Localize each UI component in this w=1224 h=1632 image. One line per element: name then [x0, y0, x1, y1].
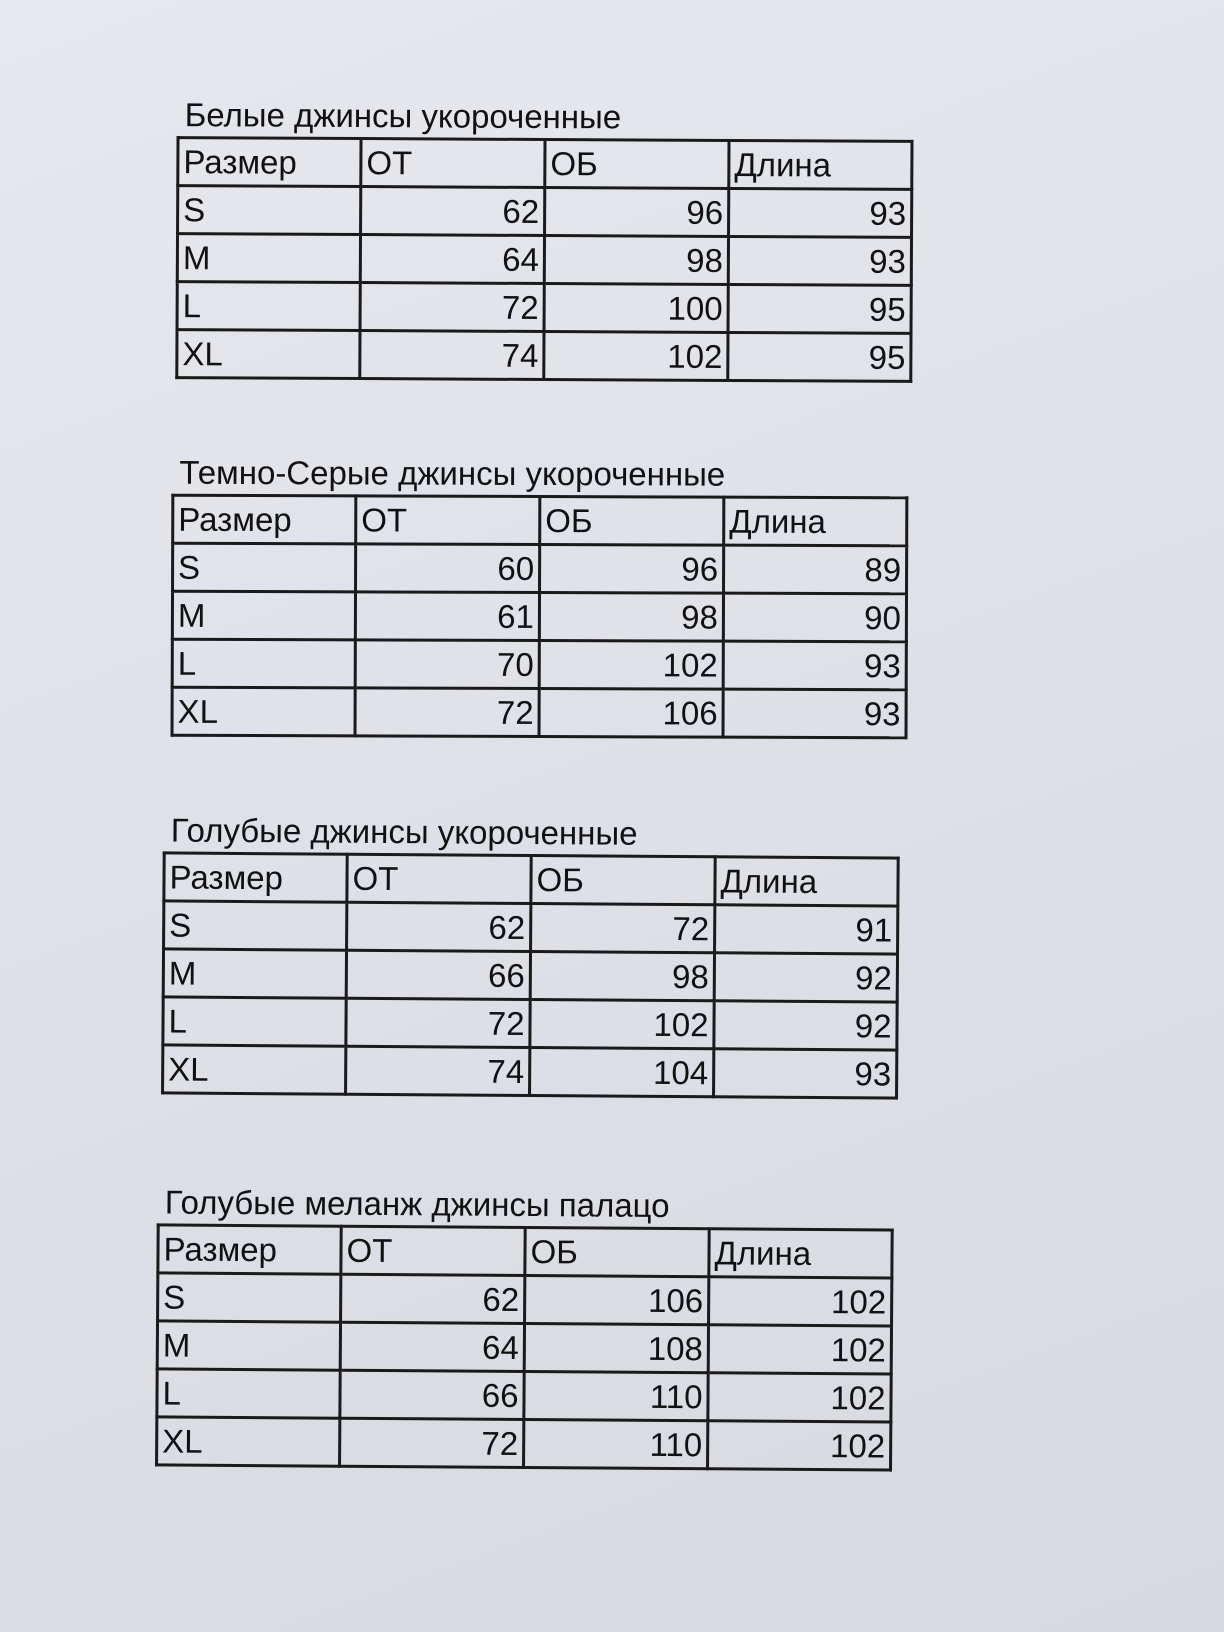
header-hips: ОБ: [525, 1228, 709, 1277]
size-table-block: [161, 811, 900, 1099]
table-header-row: [173, 495, 907, 546]
cell-hips: 100: [544, 283, 728, 332]
header-length: Длина: [729, 140, 912, 189]
header-waist: ОТ: [341, 1226, 525, 1275]
table-row: [172, 591, 906, 642]
cell-waist: 66: [340, 1370, 524, 1419]
header-hips: ОБ: [531, 856, 715, 905]
cell-size: XL: [163, 1045, 346, 1094]
cell-hips: 102: [544, 331, 728, 380]
size-table-block: [175, 96, 913, 383]
table-header-row: [178, 138, 912, 190]
cell-waist: 72: [355, 688, 539, 737]
table-row: [157, 1417, 891, 1470]
cell-hips: 96: [540, 545, 724, 594]
cell-hips: 110: [524, 1419, 708, 1468]
cell-length: 102: [708, 1325, 891, 1374]
header-length: Длина: [715, 857, 898, 906]
cell-length: 92: [714, 1001, 897, 1050]
cell-waist: 64: [360, 235, 544, 284]
header-hips: ОБ: [545, 140, 729, 189]
table-row: [173, 543, 907, 594]
cell-size: L: [177, 282, 360, 331]
cell-waist: 60: [356, 544, 540, 593]
table-row: [177, 330, 911, 382]
header-length: Длина: [724, 497, 907, 546]
cell-hips: 106: [525, 1276, 709, 1325]
cell-length: 93: [723, 641, 906, 690]
cell-length: 93: [714, 1049, 897, 1098]
cell-length: 102: [708, 1421, 891, 1470]
header-size: Размер: [173, 495, 356, 544]
table-row: [164, 901, 898, 954]
table-row: [163, 1045, 897, 1098]
table-title: Голубые джинсы укороченные: [170, 811, 638, 852]
cell-waist: 64: [340, 1322, 524, 1371]
cell-length: 93: [723, 689, 906, 738]
cell-waist: 61: [355, 592, 539, 641]
size-table: [175, 136, 913, 383]
size-table: [155, 1223, 894, 1471]
cell-waist: 72: [340, 1418, 524, 1467]
cell-waist: 70: [355, 640, 539, 689]
cell-size: S: [178, 186, 361, 235]
table-row: [163, 997, 897, 1050]
cell-hips: 104: [530, 1047, 714, 1096]
cell-waist: 62: [361, 187, 545, 236]
header-size: Размер: [164, 853, 347, 902]
cell-hips: 98: [544, 236, 728, 285]
cell-hips: 102: [539, 640, 723, 689]
size-table: [171, 494, 909, 740]
header-waist: ОТ: [356, 496, 540, 545]
cell-length: 102: [708, 1373, 891, 1422]
cell-hips: 108: [524, 1324, 708, 1373]
cell-length: 93: [728, 236, 911, 285]
cell-length: 93: [729, 188, 912, 237]
header-size: Размер: [158, 1225, 341, 1274]
size-table-block: [171, 454, 909, 740]
table-header-row: [158, 1225, 892, 1278]
cell-length: 92: [714, 953, 897, 1002]
cell-size: M: [157, 1321, 340, 1370]
table-title: Темно-Серые джинсы укороченные: [179, 453, 726, 493]
cell-waist: 74: [346, 1046, 530, 1095]
cell-size: XL: [172, 687, 355, 736]
cell-waist: 66: [346, 950, 530, 999]
size-table: [161, 851, 900, 1099]
cell-size: S: [158, 1273, 341, 1322]
table-row: [158, 1273, 892, 1326]
size-table-block: [155, 1183, 894, 1471]
cell-hips: 110: [524, 1371, 708, 1420]
cell-size: M: [172, 591, 355, 640]
cell-waist: 62: [341, 1274, 525, 1323]
cell-length: 90: [723, 593, 906, 642]
cell-length: 89: [724, 545, 907, 594]
table-row: [157, 1321, 891, 1374]
cell-size: S: [164, 901, 347, 950]
table-row: [157, 1369, 891, 1422]
table-row: [163, 949, 897, 1002]
cell-waist: 62: [347, 902, 531, 951]
cell-length: 91: [715, 905, 898, 954]
cell-size: M: [177, 234, 360, 283]
header-size: Размер: [178, 138, 361, 187]
table-row: [177, 282, 911, 334]
cell-length: 102: [709, 1277, 892, 1326]
table-row: [178, 186, 912, 238]
table-title: Голубые меланж джинсы палацо: [164, 1183, 670, 1225]
cell-hips: 106: [539, 688, 723, 737]
cell-hips: 72: [531, 904, 715, 953]
header-hips: ОБ: [540, 497, 724, 546]
cell-size: L: [163, 997, 346, 1046]
cell-waist: 72: [346, 998, 530, 1047]
table-header-row: [164, 853, 898, 906]
cell-size: XL: [177, 330, 360, 379]
cell-length: 95: [728, 332, 911, 381]
cell-hips: 98: [539, 593, 723, 642]
cell-waist: 72: [360, 283, 544, 332]
table-row: [172, 687, 906, 738]
cell-length: 95: [728, 284, 911, 333]
cell-size: L: [157, 1369, 340, 1418]
table-row: [172, 639, 906, 690]
cell-size: M: [163, 949, 346, 998]
cell-hips: 96: [545, 188, 729, 237]
cell-hips: 102: [530, 999, 714, 1048]
cell-size: XL: [157, 1417, 340, 1466]
cell-size: S: [173, 543, 356, 592]
table-title: Белые джинсы укороченные: [184, 96, 622, 136]
cell-hips: 98: [530, 952, 714, 1001]
header-waist: ОТ: [347, 854, 531, 903]
table-row: [177, 234, 911, 286]
header-length: Длина: [709, 1229, 892, 1278]
cell-size: L: [172, 639, 355, 688]
header-waist: ОТ: [361, 139, 545, 188]
cell-waist: 74: [360, 331, 544, 380]
